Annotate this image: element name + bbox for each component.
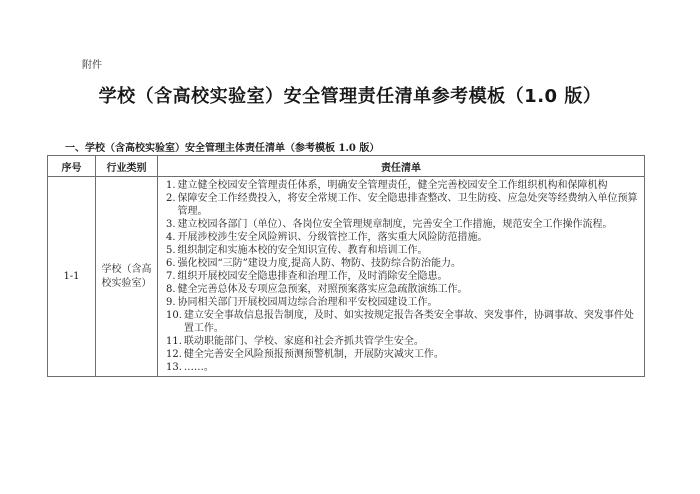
item-text: 组织制定和实施本校的安全知识宣传、教育和培训工作。 xyxy=(177,245,428,256)
item-number: 8. xyxy=(166,284,176,295)
item-number: 2. xyxy=(166,193,176,204)
attachment-label: 附件 xyxy=(82,60,102,71)
responsibility-item xyxy=(166,218,638,231)
item-text: 联动职能部门、学校、家庭和社会齐抓共管学生安全。 xyxy=(183,336,424,347)
item-number: 4. xyxy=(166,232,176,243)
responsibility-item xyxy=(166,335,638,348)
industry-category: 学校（含高校实验室） xyxy=(96,177,158,377)
responsibility-item xyxy=(166,361,638,374)
item-number: 6. xyxy=(166,258,176,269)
column-header-responsibility-list: 责任清单 xyxy=(158,156,645,177)
item-text: 建立健全校园安全管理责任体系，明确安全管理责任，健全完善校园安全工作组织机构和保障机构 xyxy=(177,180,608,191)
item-number: 10. xyxy=(166,310,182,321)
item-number: 1. xyxy=(166,180,176,191)
item-text: 组织开展校园安全隐患排查和治理工作，及时消除安全隐患。 xyxy=(177,271,448,282)
responsibility-item xyxy=(166,296,638,309)
item-text: ……。 xyxy=(183,362,214,373)
item-number: 11. xyxy=(166,336,182,347)
page-title: 学校（含高校实验室）安全管理责任清单参考模板（1.0 版） xyxy=(98,86,602,107)
responsibility-table xyxy=(47,155,645,377)
item-text: 健全完善总体及专项应急预案，对照预案落实应急疏散演练工作。 xyxy=(177,284,468,295)
item-number: 9. xyxy=(166,297,176,308)
item-number: 12. xyxy=(166,349,182,360)
item-number: 7. xyxy=(166,271,176,282)
item-text: 建立校园各部门（单位）、各岗位安全管理规章制度，完善安全工作措施，规范安全工作操作流程。 xyxy=(177,219,613,230)
item-text: 建立安全事故信息报告制度，及时、如实按规定报告各类安全事故、突发事件，协调事故、突发事件处置工作。 xyxy=(183,310,634,334)
item-text: 强化校园“三防”建设力度,提高人防、物防、技防综合防治能力。 xyxy=(177,258,461,269)
item-text: 保障安全工作经费投入，将安全常规工作、安全隐患排查整改、卫生防疫、应急处突等经费纳入单位预算管理。 xyxy=(177,193,638,217)
table-header-row xyxy=(48,156,645,177)
item-number: 3. xyxy=(166,219,176,230)
table-row xyxy=(48,177,645,377)
item-number: 13. xyxy=(166,362,182,373)
item-text: 协同相关部门开展校园周边综合治理和平安校园建设工作。 xyxy=(177,297,438,308)
column-header-category: 行业类别 xyxy=(96,156,158,177)
responsibility-list-cell xyxy=(158,177,645,377)
item-text: 健全完善安全风险预报预测预警机制，开展防灾减灾工作。 xyxy=(183,349,444,360)
responsibility-item xyxy=(166,192,638,218)
item-number: 5. xyxy=(166,245,176,256)
section-heading: 一、学校（含高校实验室）安全管理主体责任清单（参考模板 1.0 版） xyxy=(65,143,380,154)
responsibility-item xyxy=(166,348,638,361)
responsibility-item xyxy=(166,179,638,192)
item-text: 开展涉校涉生安全风险辨识、分级管控工作，落实重大风险防范措施。 xyxy=(177,232,488,243)
responsibility-item xyxy=(166,309,638,335)
responsibility-item xyxy=(166,270,638,283)
responsibility-item xyxy=(166,231,638,244)
responsibility-item xyxy=(166,244,638,257)
column-header-serial: 序号 xyxy=(48,156,96,177)
responsibility-item xyxy=(166,283,638,296)
serial-number: 1-1 xyxy=(48,177,96,377)
responsibility-item xyxy=(166,257,638,270)
